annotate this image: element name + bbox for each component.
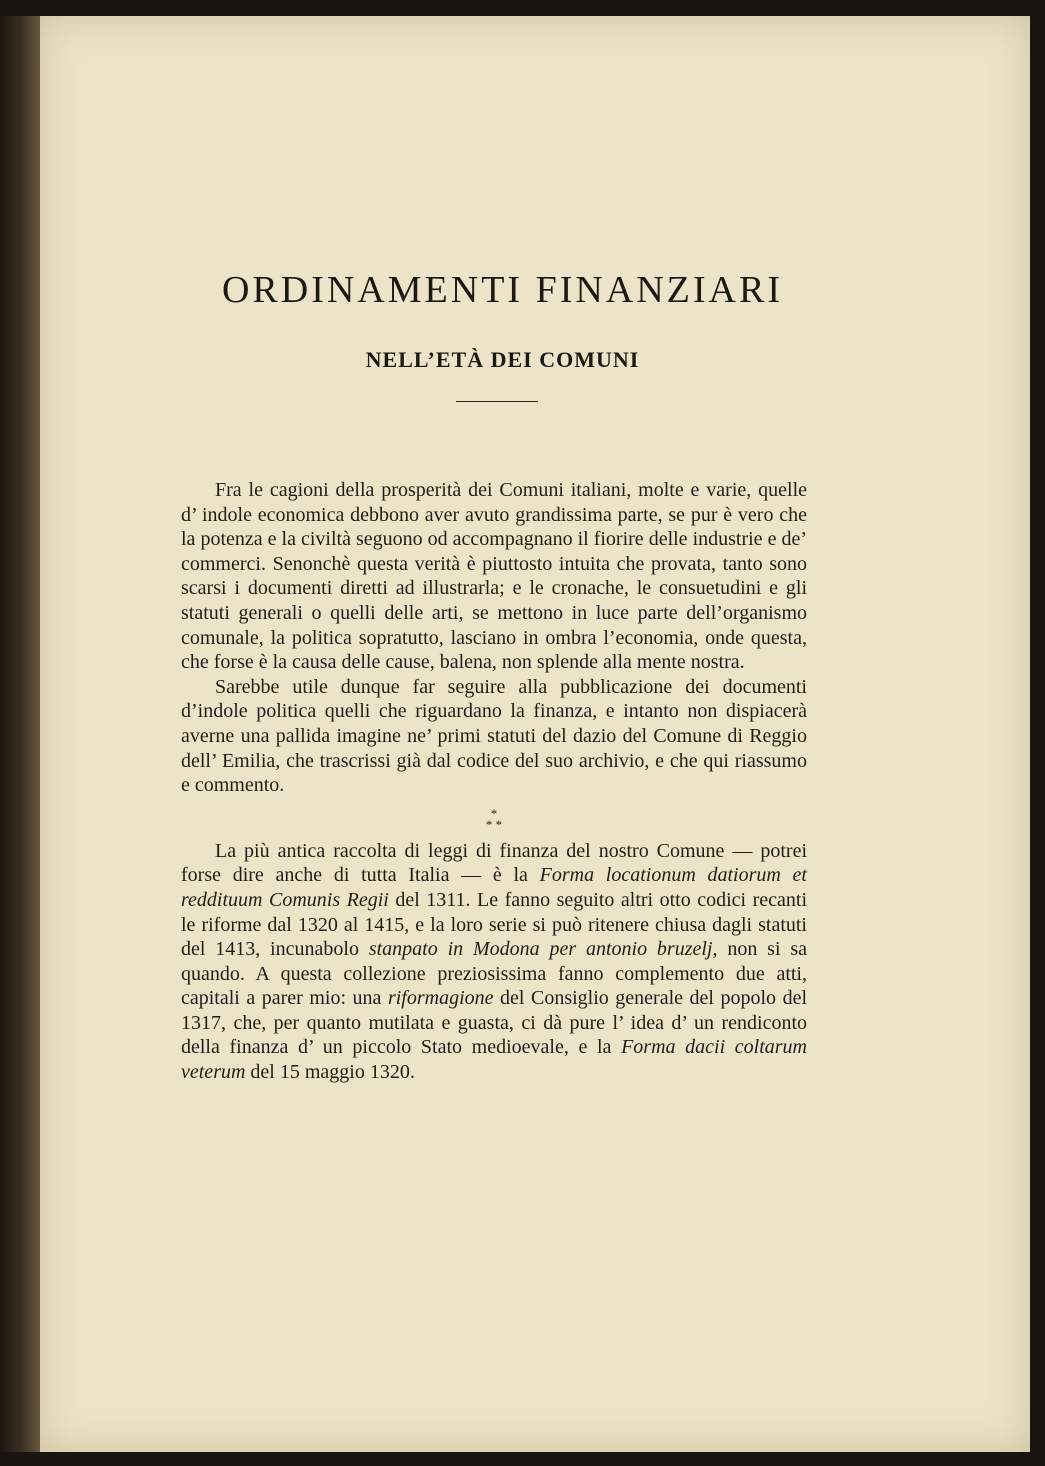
paragraph-3-text-2: del 1311. Le fanno seguito altri otto codici recanti le riforme dal 1320 al 1415, e la loro serie si può ritenere chiusa dagli statuti del 1413, incunabolo xyxy=(181,888,807,961)
chapter-subtitle: NELL’ETÀ DEI COMUNI xyxy=(365,347,640,372)
paragraph-3-text-4: del Consiglio generale del popolo del 1317, che, per quanto mutilata e guasta, ci dà pure l’ idea d’ un rendiconto della finanza d’ un piccolo Stato medioevale, e la xyxy=(181,987,808,1059)
page-spine-edge xyxy=(0,16,42,1452)
chapter-title: ORDINAMENTI FINANZIARI xyxy=(221,269,783,311)
title-divider-rule xyxy=(456,401,538,402)
italic-title-forma-locationum: Forma locationum datiorum et reddituum Comunis Regii xyxy=(181,864,807,911)
asterism-divider xyxy=(181,798,807,839)
paragraph-3-text-3: non si sa quando. A questa collezione preziosissima fanno complemento due atti, capitali a parer mio: una xyxy=(181,938,808,1010)
asterism-bottom: * * xyxy=(485,816,503,832)
asterism-top: * xyxy=(490,805,498,821)
paragraph-2: Sarebbe utile dunque far seguire alla pubblicazione dei documenti d’indole politica quelli che riguardano la finanza, e intanto non dispiacerà averne una pallida imagine ne’ primi statuti del dazio del Comune di Reggio dell’ Emilia, che trascrissi già dal codice del suo archivio, e che qui riassumo e commento. xyxy=(181,675,807,797)
italic-forma-dacii: Forma dacii coltarum veterum xyxy=(181,1036,807,1084)
italic-imprint: stanpato in Modona per antonio bruzelj, xyxy=(368,938,718,961)
paragraph-3-text-1: La più antica raccolta di leggi di finanza del nostro Comune — potrei forse dire anche di tutta Italia — è la xyxy=(181,839,807,887)
italic-riformagione: riformagione xyxy=(387,987,494,1010)
paragraph-3 xyxy=(181,839,807,1085)
body-text xyxy=(181,478,807,1085)
paragraph-3-text-5: del 15 maggio 1320. xyxy=(245,1061,415,1084)
paragraph-1: Fra le cagioni della prosperità dei Comuni italiani, molte e varie, quelle d’ indole economica debbono aver avuto grandissima parte, se pur è vero che la potenza e la civiltà seguono od accompagnano il fiorire delle industrie e de’ commerci. Senonchè questa verità è piuttosto intuita che provata, tanto sono scarsi i documenti diretti ad illustrarla; e le cronache, le consuetudini e gli statuti generali o quelli delle arti, se mettono in luce parte dell’organismo comunale, la politica sopratutto, lasciano in ombra l’economia, onde questa, che forse è la causa delle cause, balena, non splende alla mente nostra. xyxy=(181,479,807,674)
